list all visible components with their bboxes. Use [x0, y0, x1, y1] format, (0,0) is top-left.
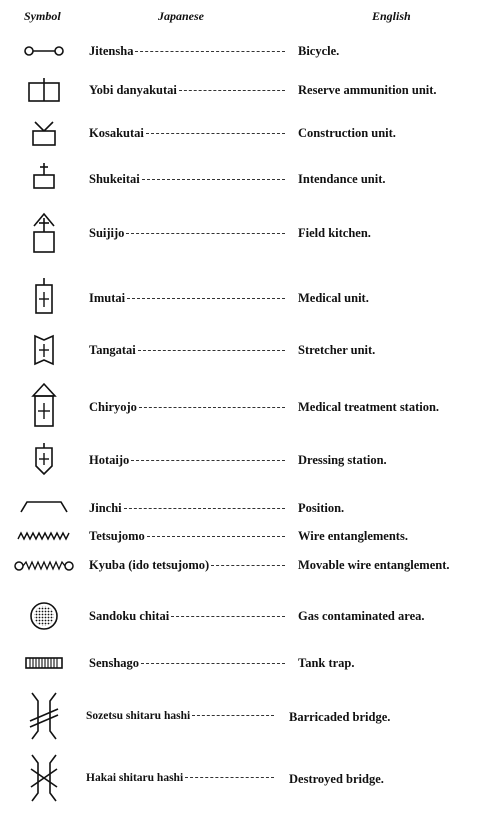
- table-row: [0, 276, 500, 318]
- japanese-term: Hotaijo: [89, 453, 285, 468]
- table-row: [0, 526, 500, 546]
- bicycle-icon: [12, 40, 76, 62]
- japanese-term: Kyuba (ido tetsujomo): [89, 558, 285, 573]
- english-term: Dressing station.: [298, 453, 387, 467]
- table-row: [0, 118, 500, 148]
- intendance-icon: [12, 160, 76, 192]
- english-term: Tank trap.: [298, 656, 355, 670]
- english-term: Barricaded bridge.: [289, 710, 391, 724]
- movable-wire-icon: [12, 555, 76, 577]
- english-term: Gas contaminated area.: [298, 609, 425, 623]
- japanese-term: Yobi danyakutai: [89, 83, 285, 98]
- table-row: [0, 652, 500, 674]
- japanese-term: Hakai shitaru hashi: [86, 772, 274, 784]
- japanese-term: Sandoku chitai: [89, 609, 285, 624]
- table-row: [0, 160, 500, 192]
- english-term: Intendance unit.: [298, 172, 386, 186]
- japanese-term: Kosakutai: [89, 126, 285, 141]
- english-term: Wire entanglements.: [298, 529, 408, 543]
- dressing-station-icon: [12, 440, 76, 480]
- table-row: [0, 40, 500, 62]
- header-japanese: Japanese: [158, 9, 204, 23]
- table-row: [0, 598, 500, 634]
- table-row: [0, 380, 500, 430]
- english-term: Position.: [298, 501, 345, 515]
- table-row: [0, 555, 500, 577]
- japanese-term: Tangatai: [89, 343, 285, 358]
- japanese-term: Sozetsu shitaru hashi: [86, 710, 274, 722]
- english-term: Stretcher unit.: [298, 343, 376, 357]
- wire-entanglement-icon: [12, 526, 76, 546]
- table-row: [0, 440, 500, 480]
- stretcher-unit-icon: [12, 330, 76, 370]
- header-symbol: Symbol: [24, 9, 61, 23]
- japanese-term: Jinchi: [89, 501, 285, 516]
- position-icon: [12, 497, 76, 517]
- table-row: [0, 208, 500, 256]
- japanese-term: Imutai: [89, 291, 285, 306]
- field-kitchen-icon: [12, 208, 76, 256]
- english-term: Medical treatment station.: [298, 400, 440, 414]
- reserve-ammunition-icon: [12, 76, 76, 104]
- japanese-term: Jitensha: [89, 44, 285, 59]
- japanese-term: Shukeitai: [89, 172, 285, 187]
- medical-unit-icon: [12, 276, 76, 318]
- table-row: [0, 497, 500, 517]
- japanese-term: Suijijo: [89, 226, 285, 241]
- english-term: Destroyed bridge.: [289, 772, 384, 786]
- english-term: Reserve ammunition unit.: [298, 83, 437, 97]
- tank-trap-icon: [12, 652, 76, 674]
- table-row: [0, 76, 500, 104]
- medical-treatment-icon: [12, 380, 76, 430]
- japanese-term: Chiryojo: [89, 400, 285, 415]
- english-term: Bicycle.: [298, 44, 340, 58]
- english-term: Construction unit.: [298, 126, 396, 140]
- english-term: Field kitchen.: [298, 226, 371, 240]
- table-row: [0, 690, 500, 742]
- english-term: Movable wire entanglement.: [298, 558, 450, 572]
- destroyed-bridge-icon: [12, 752, 76, 804]
- table-row: [0, 330, 500, 370]
- english-term: Medical unit.: [298, 291, 369, 305]
- japanese-term: Senshago: [89, 656, 285, 671]
- construction-icon: [12, 118, 76, 148]
- gas-area-icon: [12, 598, 76, 634]
- table-row: [0, 752, 500, 804]
- japanese-term: Tetsujomo: [89, 529, 285, 544]
- header-english: English: [372, 9, 411, 23]
- barricaded-bridge-icon: [12, 690, 76, 742]
